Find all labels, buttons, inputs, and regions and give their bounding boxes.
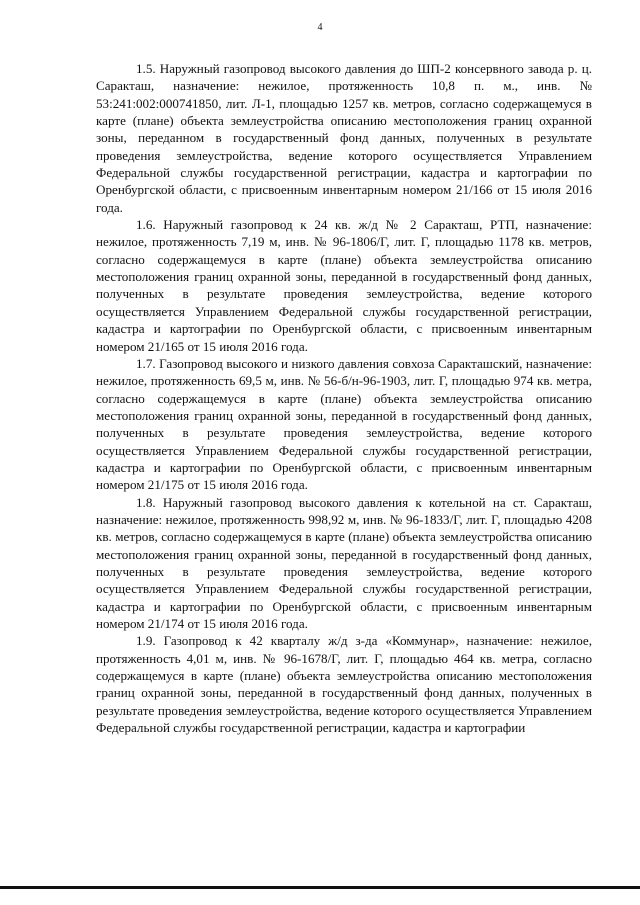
paragraph-1-8: 1.8. Наружный газопровод высокого давления к котельной на ст. Саракташ, назначение: нежилое, протяженность 998,92 м, инв. № 96-1833/Г, лит. Г, площадью 4208 кв. метров, согласно содержащемуся в карте (плане) объекта землеустройства описанию местоположения границ охранной зоны, переданной в государственный фонд данных, полученных в результате проведения землеустройства, ведение которого осуществляется Управлением Федеральной службы государственной регистрации, кадастра и картографии по Оренбургской области, с присвоенным инвентарным номером 21/174 от 15 июля 2016 года. (96, 494, 592, 631)
bottom-scan-edge-line (0, 886, 640, 889)
page-number: 4 (317, 22, 323, 33)
paragraph-1-9: 1.9. Газопровод к 42 кварталу ж/д з-да «Коммунар», назначение: нежилое, протяженность 4,01 м, инв. № 96-1678/Г, лит. Г, площадью 464 кв. метра, согласно содержащемуся в карте (плане) объекта землеустройства описанию местоположения границ охранной зоны, переданной в государственный фонд данных, полученных в результате проведения землеустройства, ведение которого осуществляется Управлением Федеральной службы государственной регистрации, кадастра и картографии (96, 633, 592, 736)
paragraph-1-6: 1.6. Наружный газопровод к 24 кв. ж/д № 2 Саракташ, РТП, назначение: нежилое, протяженность 7,19 м, инв. № 96-1806/Г, лит. Г, площадью 1178 кв. метров, согласно содержащемуся в карте (плане) объекта землеустройства описанию местоположения границ охранной зоны, переданной в государственный фонд данных, полученных в результате проведения землеустройства, ведение которого осуществляется Управлением Федеральной службы государственной регистрации, кадастра и картографии по Оренбургской области, с присвоенным инвентарным номером 21/165 от 15 июля 2016 года. (96, 217, 592, 354)
paragraph-1-5: 1.5. Наружный газопровод высокого давления до ШП-2 консервного завода р. ц. Саракташ, назначение: нежилое, протяженность 10,8 п. м., инв. № 53:241:002:000741850, лит. Л-1, площадью 1257 кв. метров, согласно содержащемуся в карте (плане) объекта землеустройства описанию местоположения границ охранной зоны, переданном в государственный фонд данных, полученных в результате проведения землеустройства, ведение которого осуществляется Управлением Федеральной службы государственной регистрации, кадастра и картографии по Оренбургской области, с присвоенным инвентарным номером 21/166 от 15 июля 2016 года. (96, 61, 592, 215)
document-body (96, 60, 592, 736)
paragraph-1-7: 1.7. Газопровод высокого и низкого давления совхоза Саракташский, назначение: нежилое, протяженность 69,5 м, инв. № 56-б/н-96-1903, лит. Г, площадью 974 кв. метра, согласно содержащемуся в карте (плане) объекта землеустройства описанию местоположения границ охранной зоны, переданной в государственный фонд данных, полученных в результате проведения землеустройства, ведение которого осуществляется Управлением Федеральной службы государственной регистрации, кадастра и картографии по Оренбургской области, с присвоенным инвентарным номером 21/175 от 15 июля 2016 года. (96, 355, 592, 493)
